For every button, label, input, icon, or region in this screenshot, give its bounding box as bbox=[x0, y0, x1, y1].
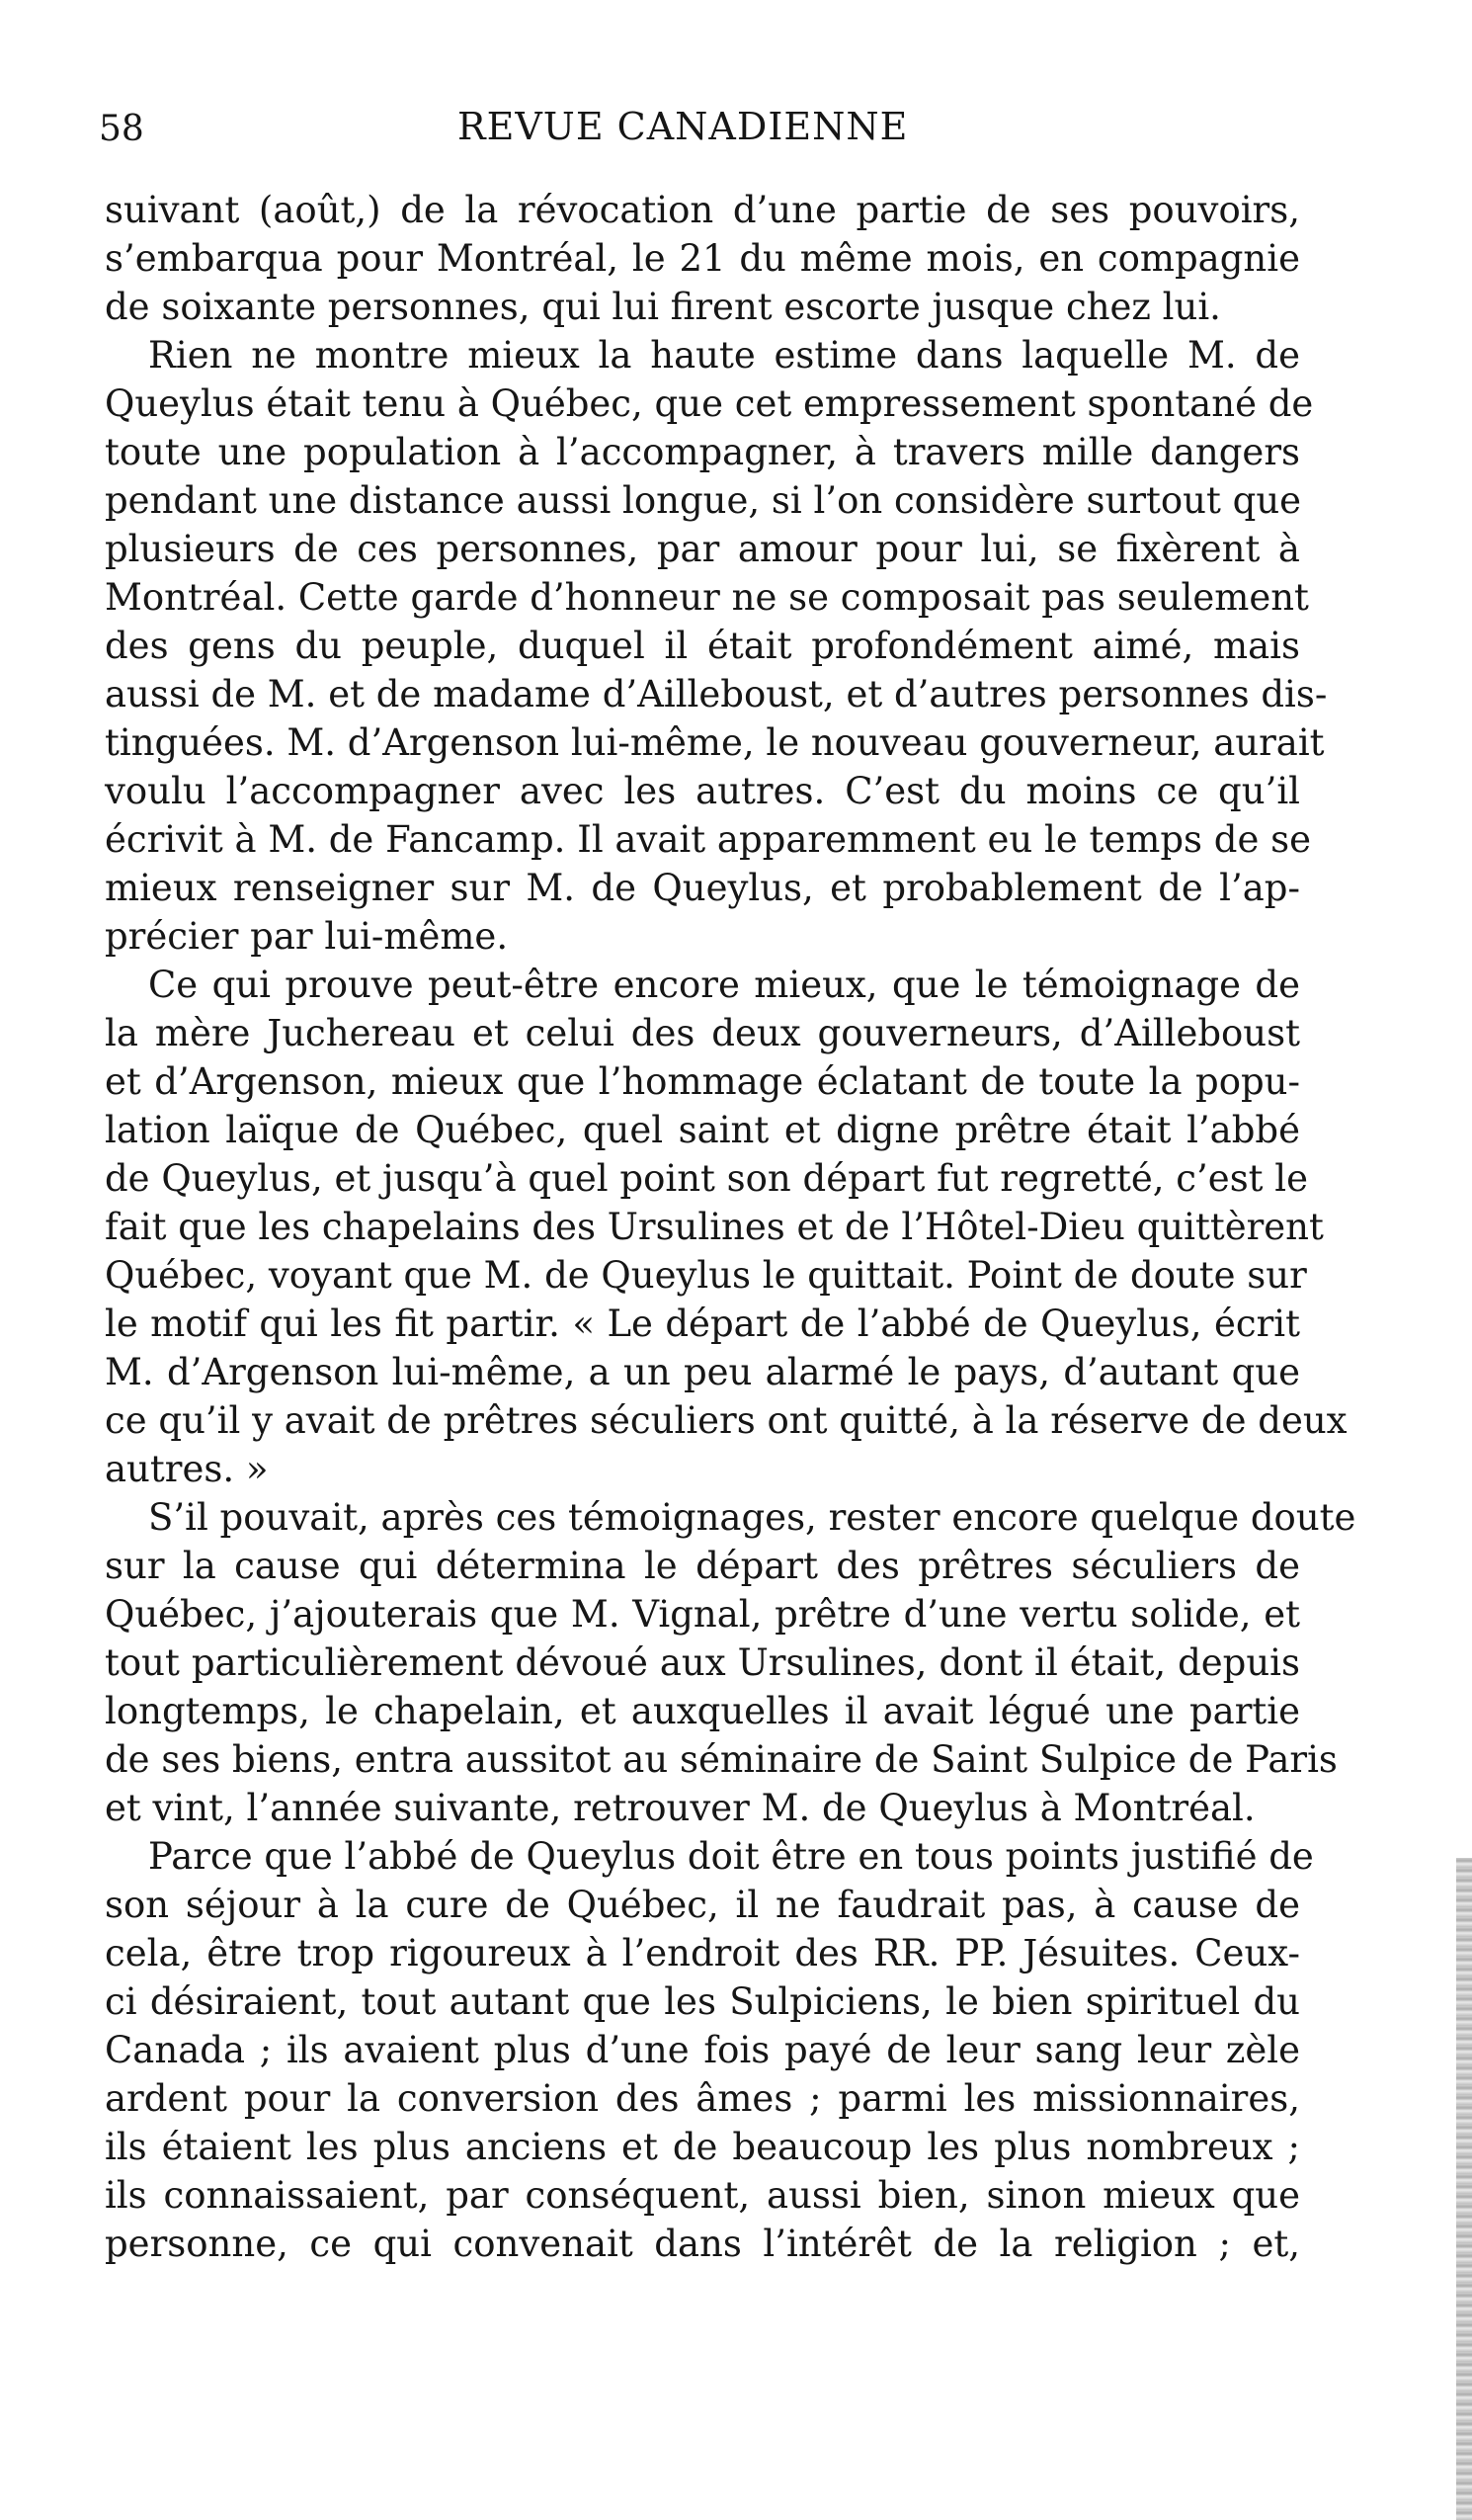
text-line: tout particulièrement dévoué aux Ursulines, dont il était, depuis bbox=[105, 1641, 1300, 1684]
text-line: et vint, l’année suivante, retrouver M. de Queylus à Montréal. bbox=[105, 1787, 1256, 1829]
text-line: Ce qui prouve peut-être encore mieux, que le témoignage de bbox=[148, 964, 1300, 1006]
text-line: voulu l’accompagner avec les autres. C’est du moins ce qu’il bbox=[105, 770, 1300, 812]
text-line: tinguées. M. d’Argenson lui-même, le nouveau gouverneur, aurait bbox=[105, 721, 1325, 764]
text-line: ardent pour la conversion des âmes ; parmi les missionnaires, bbox=[105, 2077, 1300, 2120]
text-line: personne, ce qui convenait dans l’intérêt de la religion ; et, bbox=[105, 2223, 1300, 2265]
text-line: Canada ; ils avaient plus d’une fois payé de leur sang leur zèle bbox=[105, 2029, 1300, 2071]
body-text bbox=[105, 186, 1356, 2268]
page-edge-shadow bbox=[1456, 1858, 1472, 2520]
text-line: s’embarqua pour Montréal, le 21 du même mois, en compagnie bbox=[105, 237, 1300, 280]
text-line: toute une population à l’accompagner, à travers mille dangers bbox=[105, 431, 1300, 473]
text-line: Montréal. Cette garde d’honneur ne se composait pas seulement bbox=[105, 576, 1309, 619]
page-header bbox=[0, 99, 1472, 158]
text-line: sur la cause qui détermina le départ des prêtres séculiers de bbox=[105, 1545, 1300, 1587]
text-line: fait que les chapelains des Ursulines et de l’Hôtel-Dieu quittèrent bbox=[105, 1206, 1324, 1248]
text-line: le motif qui les fit partir. « Le départ de l’abbé de Queylus, écrit bbox=[105, 1302, 1300, 1345]
text-line: lation laïque de Québec, quel saint et digne prêtre était l’abbé bbox=[105, 1109, 1300, 1151]
text-line: longtemps, le chapelain, et auxquelles il avait légué une partie bbox=[105, 1690, 1300, 1732]
text-line: Rien ne montre mieux la haute estime dans laquelle M. de bbox=[148, 334, 1300, 377]
text-line: ci désiraient, tout autant que les Sulpiciens, le bien spirituel du bbox=[105, 1980, 1300, 2023]
text-line: M. d’Argenson lui-même, a un peu alarmé le pays, d’autant que bbox=[105, 1351, 1300, 1393]
text-line: écrivit à M. de Fancamp. Il avait apparemment eu le temps de se bbox=[105, 818, 1311, 861]
text-line: ce qu’il y avait de prêtres séculiers ont quitté, à la réserve de deux bbox=[105, 1399, 1348, 1442]
text-line: son séjour à la cure de Québec, il ne faudrait pas, à cause de bbox=[105, 1884, 1300, 1926]
text-line: suivant (août,) de la révocation d’une partie de ses pouvoirs, bbox=[105, 189, 1300, 231]
page-number: 58 bbox=[99, 109, 144, 149]
text-line: de Queylus, et jusqu’à quel point son départ fut regretté, c’est le bbox=[105, 1157, 1309, 1200]
text-line: Parce que l’abbé de Queylus doit être en tous points justifié de bbox=[148, 1835, 1314, 1878]
text-line: plusieurs de ces personnes, par amour pour lui, se fixèrent à bbox=[105, 528, 1300, 570]
text-line: cela, être trop rigoureux à l’endroit des RR. PP. Jésuites. Ceux- bbox=[105, 1932, 1300, 1974]
text-line: mieux renseigner sur M. de Queylus, et probablement de l’ap- bbox=[105, 867, 1300, 909]
text-line: autres. » bbox=[105, 1448, 269, 1490]
text-line: de ses biens, entra aussitot au séminaire de Saint Sulpice de Paris bbox=[105, 1738, 1338, 1781]
text-line: précier par lui-même. bbox=[105, 915, 509, 958]
text-line: pendant une distance aussi longue, si l’on considère surtout que bbox=[105, 479, 1302, 522]
text-line: Queylus était tenu à Québec, que cet empressement spontané de bbox=[105, 382, 1314, 425]
text-line: ils connaissaient, par conséquent, aussi bien, sinon mieux que bbox=[105, 2174, 1300, 2217]
text-line: et d’Argenson, mieux que l’hommage éclatant de toute la popu- bbox=[105, 1060, 1300, 1103]
text-line: de soixante personnes, qui lui firent escorte jusque chez lui. bbox=[105, 286, 1221, 328]
text-line: S’il pouvait, après ces témoignages, rester encore quelque doute bbox=[148, 1496, 1356, 1539]
text-line: des gens du peuple, duquel il était profondément aimé, mais bbox=[105, 625, 1300, 667]
text-line: la mère Juchereau et celui des deux gouverneurs, d’Ailleboust bbox=[105, 1012, 1300, 1054]
text-line: aussi de M. et de madame d’Ailleboust, et d’autres personnes dis- bbox=[105, 673, 1328, 715]
text-line: Québec, j’ajouterais que M. Vignal, prêtre d’une vertu solide, et bbox=[105, 1593, 1300, 1636]
text-line: Québec, voyant que M. de Queylus le quittait. Point de doute sur bbox=[105, 1254, 1307, 1297]
running-title: REVUE CANADIENNE bbox=[457, 105, 909, 148]
text-line: ils étaient les plus anciens et de beaucoup les plus nombreux ; bbox=[105, 2126, 1300, 2168]
